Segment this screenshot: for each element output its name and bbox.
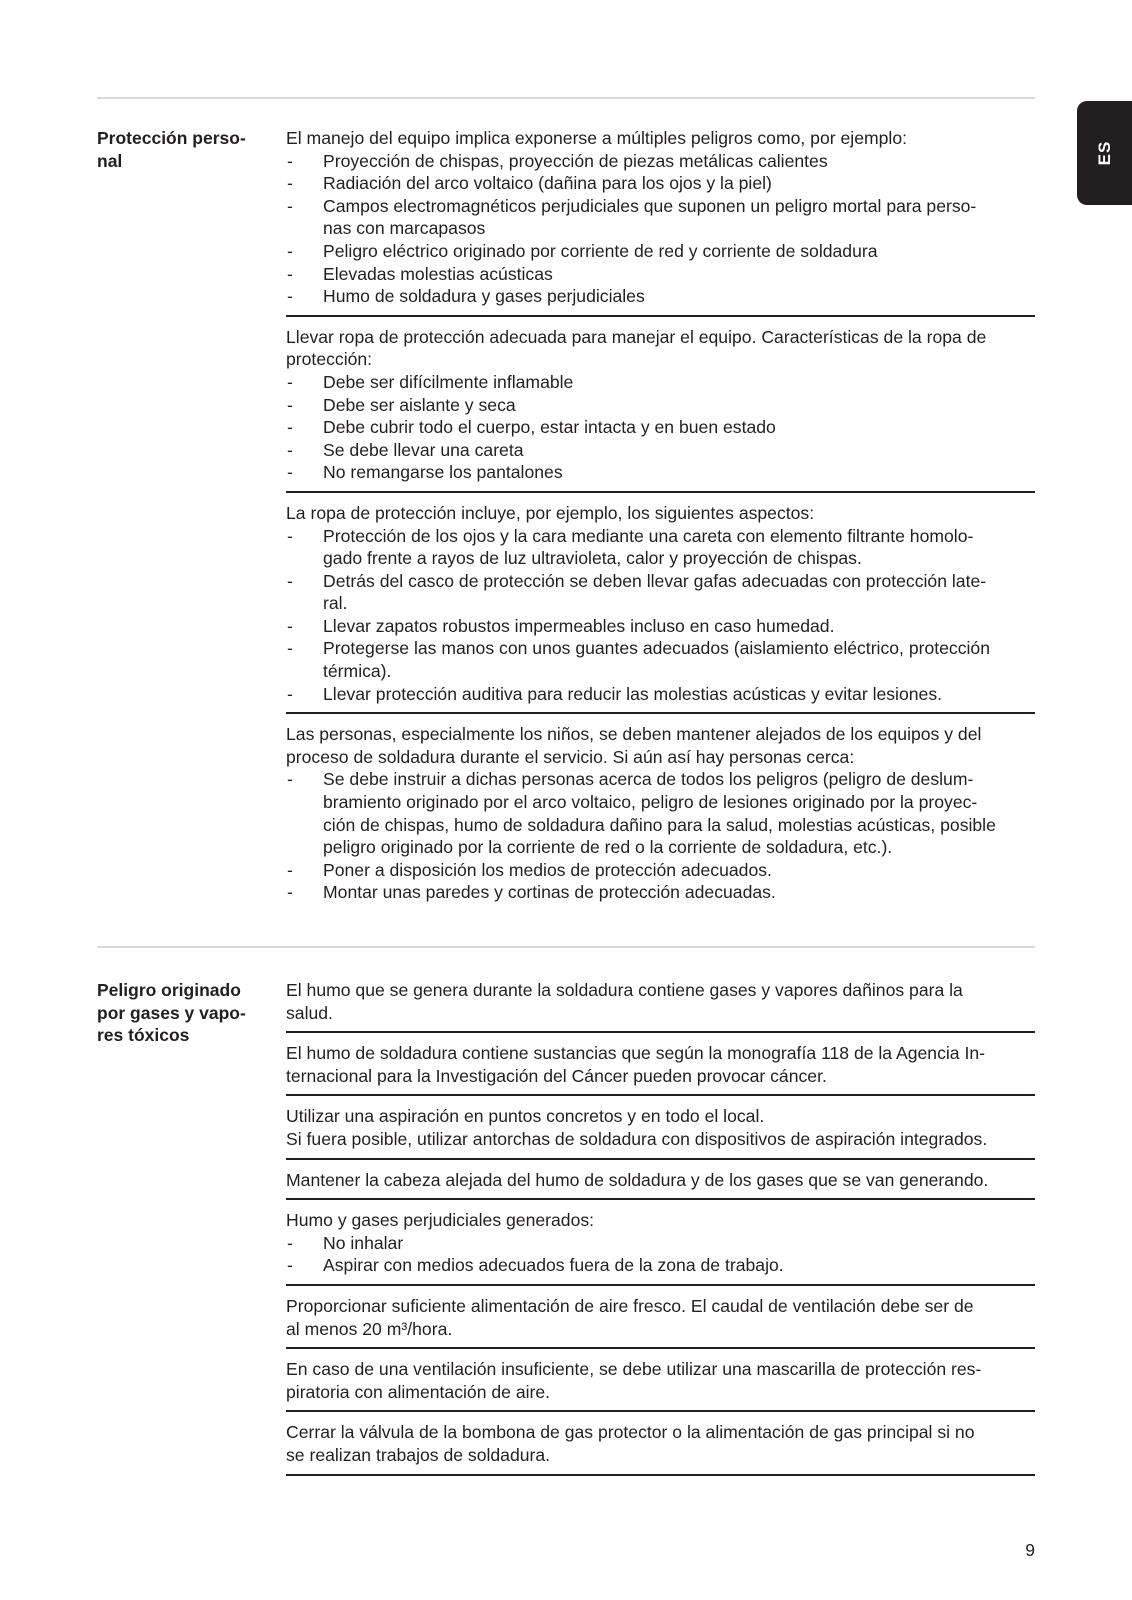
content-block [286,1421,1035,1475]
content-block [286,1105,1035,1159]
text-line: Cerrar la válvula de la bombona de gas protector o la alimentación de gas principal si no [286,1422,975,1443]
list-item [286,637,1035,682]
content-block [286,326,1035,493]
text-line: res tóxicos [97,1025,190,1045]
content-block [286,1209,1035,1286]
block-paragraph [286,1421,1035,1466]
text-line: Elevadas molestias acústicas [323,263,553,284]
text-line: Las personas, especialmente los niños, se deben mantener alejados de los equipos y del [286,724,982,745]
text-line: Campos electromagnéticos perjudiciales que suponen un peligro mortal para perso- [323,195,977,216]
content-block [286,502,1035,714]
list-item [286,394,1035,417]
text-line: ternacional para la Investigación del Cáncer pueden provocar cáncer. [286,1065,827,1086]
content-block [286,979,1035,1033]
text-line: Llevar protección auditiva para reducir las molestias acústicas y evitar lesiones. [323,683,943,704]
text-line: bramiento originado por el arco voltaico, peligro de lesiones originado por la proyec- [323,792,978,813]
text-line: El humo que se genera durante la soldadura contiene gases y vapores dañinos para la [286,980,963,1000]
text-line: proceso de soldadura durante el servicio. Si aún así hay personas cerca: [286,746,855,767]
text-line: Peligro eléctrico originado por corriente de red y corriente de soldadura [323,240,878,261]
text-line: Debe cubrir todo el cuerpo, estar intacta y en buen estado [323,417,776,438]
content-block [286,1169,1035,1201]
list-item [286,416,1035,439]
text-line: nas con marcapasos [323,218,486,239]
text-line: El manejo del equipo implica exponerse a múltiples peligros como, por ejemplo: [286,128,907,148]
list-item [286,439,1035,462]
text-line: Montar unas paredes y cortinas de protección adecuadas. [323,882,776,903]
list-item [286,240,1035,263]
text-line: El humo de soldadura contiene sustancias que según la monografía 118 de la Agencia In- [286,1043,986,1064]
text-line: Debe ser aislante y seca [323,394,516,415]
block-paragraph [286,127,1035,150]
content-block [286,1042,1035,1096]
list-item [286,263,1035,286]
list-item [286,285,1035,308]
text-line: No remangarse los pantalones [323,462,563,483]
list-item [286,570,1035,615]
text-line: Se debe instruir a dichas personas acerca de todos los peligros (peligro de deslum- [323,769,974,790]
list-item [286,768,1035,858]
content-block [286,127,1035,317]
text-line: térmica). [323,661,392,682]
text-line: Se debe llevar una careta [323,439,524,460]
section-divider-rule [97,946,1035,948]
list-item [286,859,1035,882]
bullet-list [286,1232,1035,1277]
block-paragraph [286,1209,1035,1232]
text-line: Protección perso- [97,128,246,148]
list-item [286,461,1035,484]
text-line: En caso de una ventilación insuficiente, se debe utilizar una mascarilla de protección res- [286,1359,982,1380]
text-line: Proporcionar suficiente alimentación de aire fresco. El caudal de ventilación debe ser de [286,1295,974,1316]
language-tab-label: ES [1094,140,1114,166]
section-body-toxic-gases [286,979,1035,1485]
section-title-toxic-gases [97,979,267,1047]
top-rule [97,97,1035,99]
text-line: Protegerse las manos con unos guantes adecuados (aislamiento eléctrico, protección [323,638,990,659]
text-line: No inhalar [323,1232,404,1253]
block-paragraph [286,1358,1035,1403]
block-paragraph [286,723,1035,768]
text-line: Poner a disposición los medios de protección adecuados. [323,859,772,880]
block-paragraph [286,1295,1035,1340]
text-line: Si fuera posible, utilizar antorchas de soldadura con dispositivos de aspiración integrados. [286,1128,988,1149]
block-paragraph [286,502,1035,525]
text-line: Llevar zapatos robustos impermeables incluso en caso humedad. [323,615,835,636]
text-line: gado frente a rayos de luz ultravioleta, calor y proyección de chispas. [323,548,862,569]
text-line: Mantener la cabeza alejada del humo de soldadura y de los gases que se van generando. [286,1169,989,1190]
block-paragraph [286,326,1035,371]
text-line: salud. [286,1002,333,1023]
text-line: Debe ser difícilmente inflamable [323,371,574,392]
language-tab [1077,101,1132,205]
section-title-personal-protection [97,127,267,172]
text-line: ción de chispas, humo de soldadura dañino para la salud, molestias acústicas, posible [323,814,996,835]
list-item [286,1254,1035,1277]
bullet-list [286,150,1035,308]
text-line: se realizan trabajos de soldadura. [286,1444,551,1465]
text-line: Aspirar con medios adecuados fuera de la zona de trabajo. [323,1255,784,1276]
text-line: nal [97,150,123,171]
list-item [286,683,1035,706]
text-line: Humo de soldadura y gases perjudiciales [323,286,645,307]
content-block [286,723,1035,911]
list-item [286,525,1035,570]
text-line: ral. [323,593,348,614]
text-line: piratoria con alimentación de aire. [286,1381,551,1402]
text-line: peligro originado por la corriente de red o la corriente de soldadura, etc.). [323,837,893,858]
list-item [286,150,1035,173]
text-line: Humo y gases perjudiciales generados: [286,1210,595,1231]
list-item [286,1232,1035,1255]
block-paragraph [286,1042,1035,1087]
list-item [286,195,1035,240]
text-line: por gases y vapo- [97,1002,246,1023]
bullet-list [286,525,1035,706]
text-line: Peligro originado [97,980,241,1000]
list-item [286,881,1035,904]
block-paragraph [286,1105,1035,1150]
text-line: protección: [286,349,373,370]
text-line: Protección de los ojos y la cara mediante una careta con elemento filtrante homolo- [323,525,974,546]
bullet-list [286,371,1035,484]
block-paragraph [286,1169,1035,1192]
text-line: La ropa de protección incluye, por ejemplo, los siguientes aspectos: [286,502,815,523]
block-paragraph [286,979,1035,1024]
text-line: Proyección de chispas, proyección de piezas metálicas calientes [323,150,828,171]
list-item [286,172,1035,195]
list-item [286,615,1035,638]
text-line: Radiación del arco voltaico (dañina para los ojos y la piel) [323,173,772,194]
content-block [286,1295,1035,1349]
bullet-list [286,768,1035,904]
text-line: Utilizar una aspiración en puntos concretos y en todo el local. [286,1106,765,1127]
text-line: Detrás del casco de protección se deben llevar gafas adecuadas con protección late- [323,570,987,591]
content-block [286,1358,1035,1412]
text-line: al menos 20 m³/hora. [286,1318,453,1339]
list-item [286,371,1035,394]
page-number: 9 [1025,1540,1035,1560]
text-line: Llevar ropa de protección adecuada para manejar el equipo. Características de la ropa de [286,326,987,347]
section-body-personal-protection [286,127,1035,920]
